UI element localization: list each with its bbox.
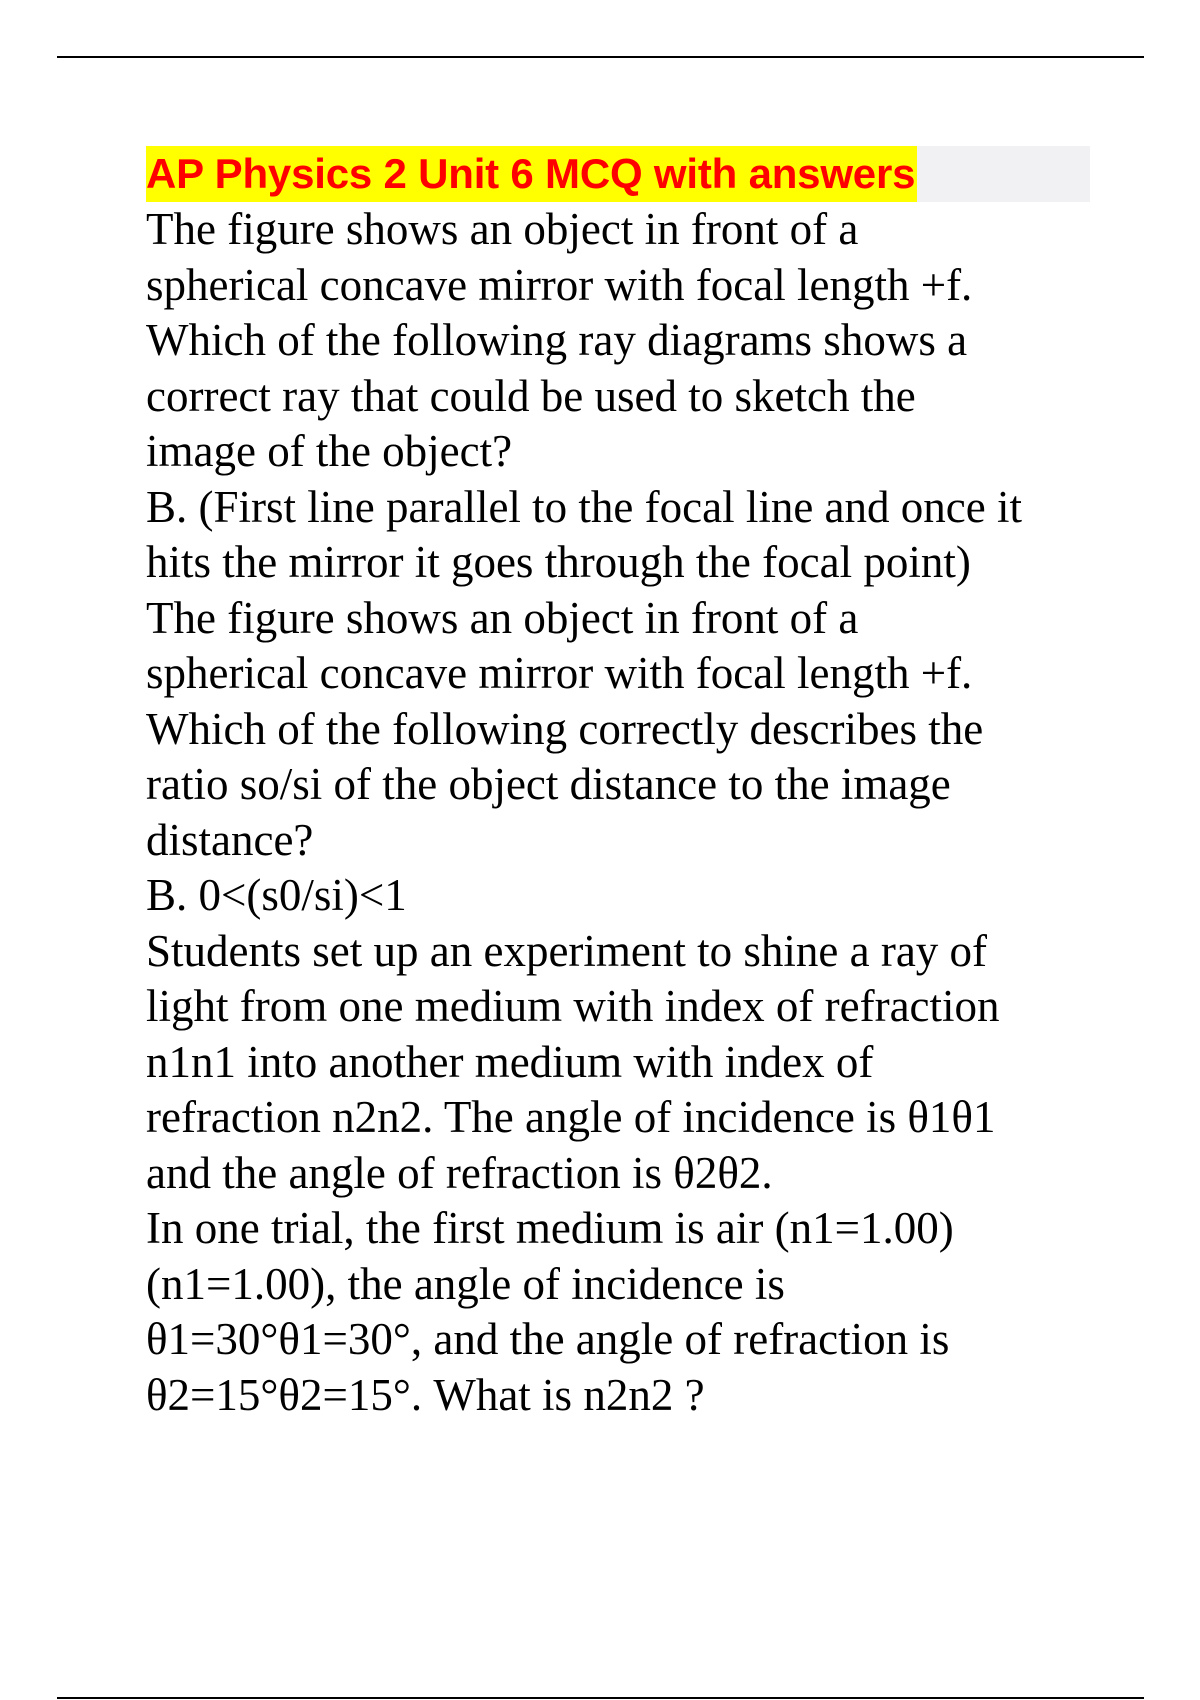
document-content — [146, 146, 1146, 1423]
text-line: image of the object? — [146, 426, 513, 476]
header-rule — [57, 56, 1144, 58]
text-line: ratio so/si of the object distance to the image — [146, 759, 951, 809]
text-line: Which of the following correctly describes the — [146, 703, 984, 754]
footer-rule — [57, 1697, 1144, 1699]
answer-line: hits the mirror it goes through the focal point) — [146, 537, 971, 587]
text-line: correct ray that could be used to sketch the — [146, 370, 916, 421]
document-body — [146, 202, 1146, 1423]
text-line: The figure shows an object in front of a — [146, 592, 859, 643]
text-line: distance? — [146, 814, 314, 865]
answer-line: B. 0<(s0/si)<1 — [146, 870, 407, 920]
text-line: θ2=15°θ2=15°. What is n2n2 ? — [146, 1369, 705, 1420]
text-line: and the angle of refraction is θ2θ2. — [146, 1147, 773, 1198]
text-line: spherical concave mirror with focal length +f. — [146, 259, 973, 310]
text-line: refraction n2n2. The angle of incidence is θ1θ1 — [146, 1092, 996, 1142]
text-line: The figure shows an object in front of a — [146, 204, 859, 254]
text-line: light from one medium with index of refraction — [146, 981, 1000, 1031]
text-line: Students set up an experiment to shine a ray of — [146, 925, 988, 976]
text-line: In one trial, the first medium is air (n1=1.00) — [146, 1203, 954, 1253]
title-block — [146, 146, 1146, 202]
text-line: (n1=1.00), the angle of incidence is — [146, 1258, 785, 1309]
document-title: AP Physics 2 Unit 6 MCQ with answers — [146, 146, 917, 202]
text-line: θ1=30°θ1=30°, and the angle of refraction is — [146, 1314, 950, 1364]
text-line: Which of the following ray diagrams shows a — [146, 315, 968, 365]
text-line: spherical concave mirror with focal length +f. — [146, 648, 973, 698]
answer-line: B. (First line parallel to the focal line and once it — [146, 481, 1022, 532]
text-line: n1n1 into another medium with index of — [146, 1036, 874, 1087]
